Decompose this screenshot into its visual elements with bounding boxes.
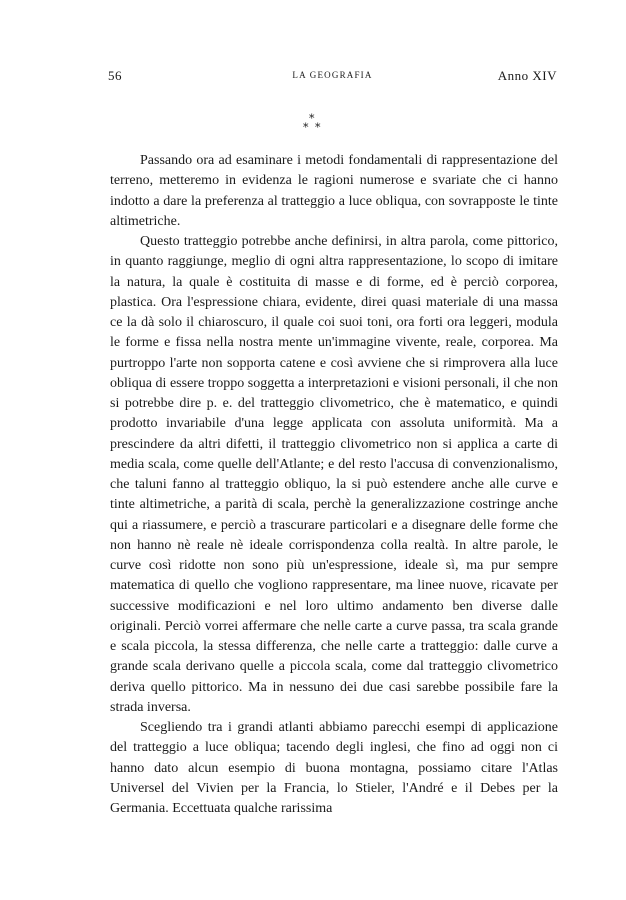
section-asterism	[301, 113, 325, 137]
page-header	[108, 68, 557, 88]
paragraph: Questo tratteggio potrebbe anche definirsi, in altra parola, come pittorico, in quanto raggiunge, meglio di ogni altra rappresentazione, lo scopo di imitare la natura, la quale è costituita di masse e di forme, ed è perciò corporea, plastica. Ora l'espressione chiara, evidente, direi quasi materiale di una massa ce la dà solo il chiaroscuro, il quale coi suoi toni, ora forti ora leggeri, modula le forme e fissa nella nostra mente un'immagine vivente, reale, corporea. Ma purtroppo l'arte non sopporta catene e così avviene che si rimprovera alla luce obliqua di essere troppo soggetta a interpretazioni e visioni personali, il che non si potrebbe dire p. e. del tratteggio clivometrico, che è matematico, e quindi prodotto invariabile d'una legge applicata con assoluta uniformità. Ma a prescindere da altri difetti, il tratteggio clivometrico non si applica a carte di media scala, come quelle dell'Atlante; e del resto l'accusa di convenzionalismo, che taluni fanno al tratteggio obliquo, la si può estendere anche alle curve e tinte altimetriche, a parità di scala, perchè la generalizzazione costringe anche qui a riassumere, e perciò a trascurare particolari e a disegnare delle forme che non hanno nè reale nè ideale corrispondenza colla realtà. In altre parole, le curve così ridotte non sono più un'espressione, ideale sì, ma pur sempre matematica di quello che vogliono rappresentare, ma linee nuove, ricavate per successive modificazioni e nel loro ultimo andamento ben diverse dalle originali. Perciò vorrei affermare che nelle carte a curve passa, tra scala grande e scala piccola, la stessa differenza, che nelle carte a tratteggio: dalle curve a grande scala derivano quelle a piccola scala, come dal tratteggio clivometrico deriva quello pittorico. Ma in nessuno dei due casi sarebbe possibile fare la strada inversa.	[110, 234, 558, 715]
page-number: 56	[108, 68, 122, 83]
running-title: LA GEOGRAFIA	[292, 70, 373, 80]
paragraph: Scegliendo tra i grandi atlanti abbiamo parecchi esempi di applicazione del tratteggio a luce obliqua; tacendo degli inglesi, che fino ad oggi non ci hanno dato alcun esempio di buona montagna, possiamo citare l'Atlas Universel del Vivien per la Francia, lo Stieler, l'André e il Debes per la Germania. Eccettuata qualche rarissima	[110, 720, 558, 816]
asterisk: *	[309, 112, 315, 125]
asterisk: *	[315, 121, 321, 134]
asterisk: *	[303, 121, 309, 134]
volume-label: Anno XIV	[497, 68, 557, 83]
body-text	[110, 151, 558, 819]
paragraph: Passando ora ad esaminare i metodi fondamentali di rappresentazione del terreno, metteremo in evidenza le ragioni numerose e svariate che ci hanno indotto a dare la preferenza al tratteggio a luce obliqua, con sovrapposte le tinte altimetriche.	[110, 153, 558, 229]
